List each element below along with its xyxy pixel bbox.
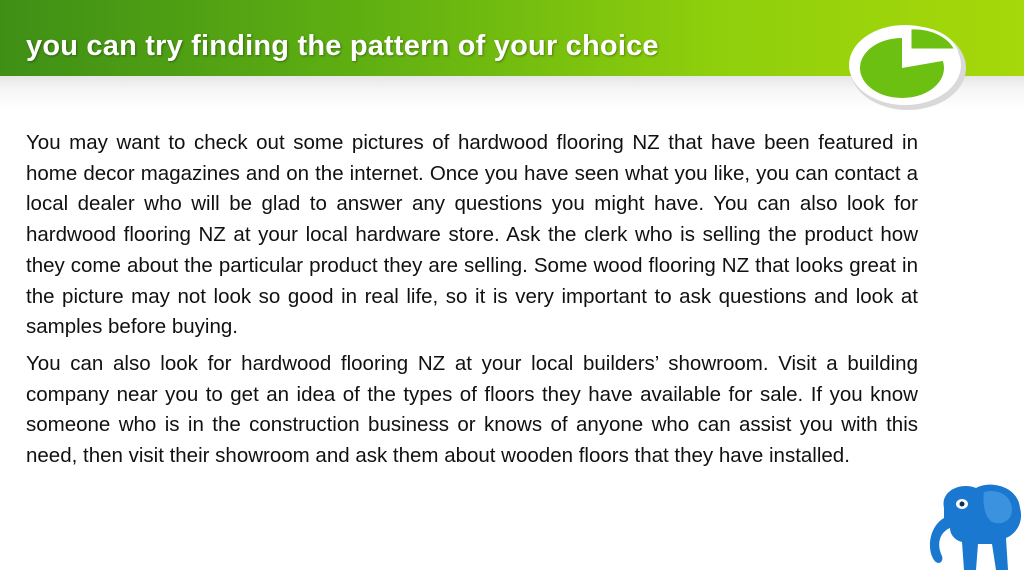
slide-body: [26, 128, 918, 478]
blue-elephant-mascot-icon: [926, 478, 1024, 574]
paragraph-2: You can also look for hardwood flooring NZ at your local builders’ showroom. Visit a building company near you to get an idea of the types of floors they have available for sale. If you know someone who is in the construction business or knows of anyone who can assist you with this need, then visit their showroom and ask them about wooden floors that they have installed.: [26, 351, 918, 468]
green-pie-chart-logo-icon: [838, 20, 978, 112]
paragraph-1: You may want to check out some pictures of hardwood flooring NZ that have been featured in home decor magazines and on the internet. Once you have seen what you like, you can contact a local dealer who will be glad to answer any questions you might have. You can also look for hardwood flooring NZ at your local hardware store. Ask the clerk who is selling the product how they come about the particular product they are selling. Some wood flooring NZ that looks great in the picture may not look so good in real life, so it is very important to ask questions and look at samples before buying.: [26, 131, 918, 339]
slide-title: you can try finding the pattern of your choice: [26, 30, 659, 62]
